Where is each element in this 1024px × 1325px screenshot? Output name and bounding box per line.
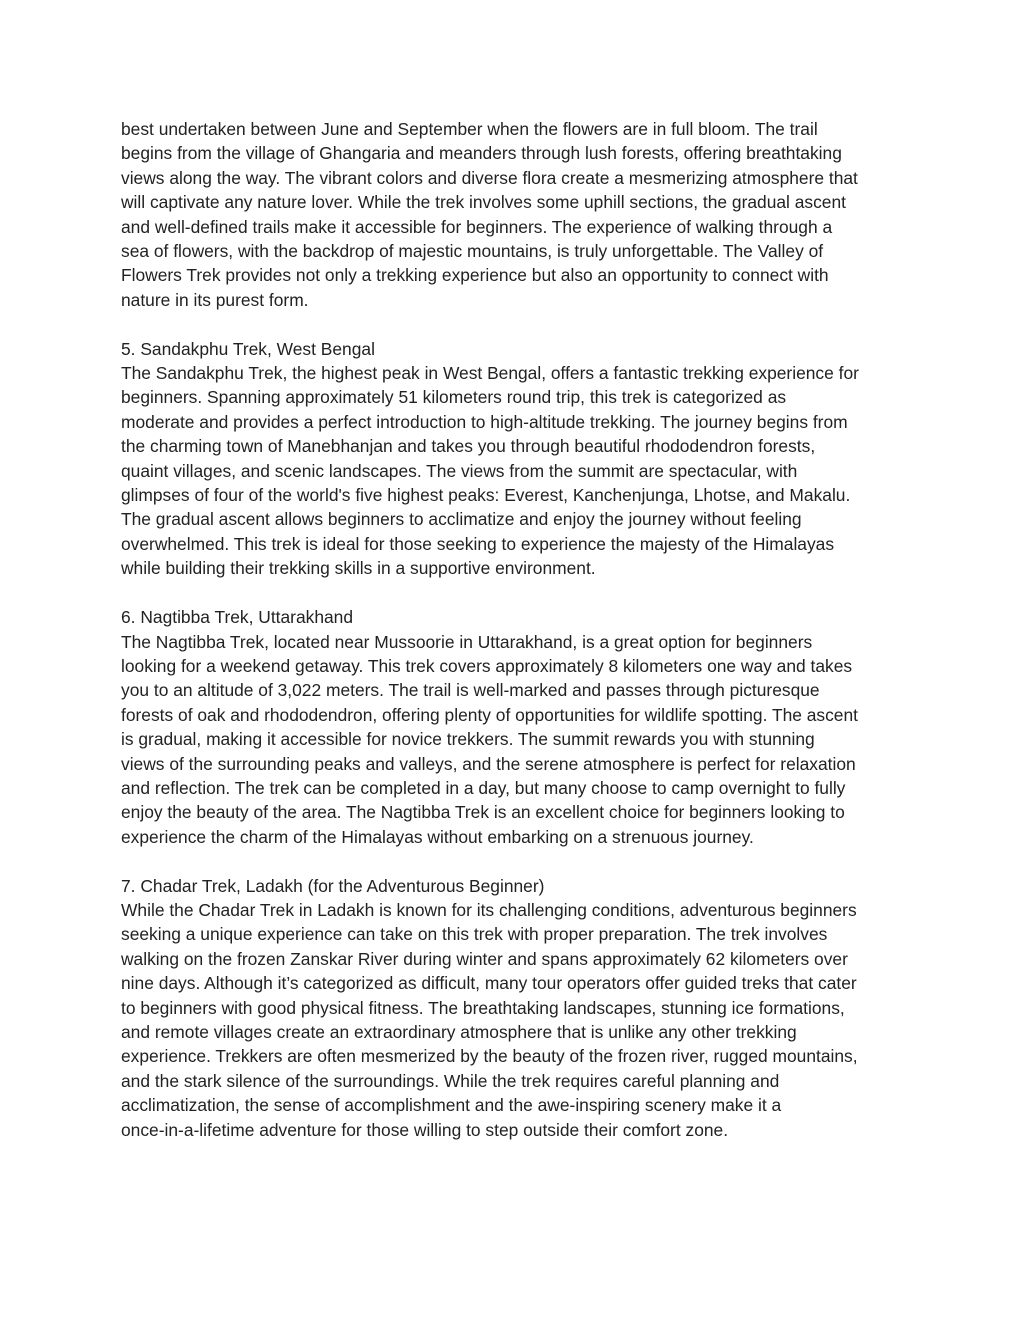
text-line: to beginners with good physical fitness. The breathtaking landscapes, stunning ice formations, — [121, 997, 845, 1018]
text-line: The Nagtibba Trek, located near Mussoorie in Uttarakhand, is a great option for beginners — [121, 631, 813, 652]
text-line: experience the charm of the Himalayas without embarking on a strenuous journey. — [121, 826, 754, 847]
document-page — [121, 117, 905, 1142]
text-line: while building their trekking skills in a supportive environment. — [121, 558, 596, 579]
section-heading: 6. Nagtibba Trek, Uttarakhand — [121, 607, 354, 628]
section-chadar — [121, 874, 905, 1142]
text-line: moderate and provides a perfect introduction to high-altitude trekking. The journey begins from — [121, 411, 848, 432]
text-line: you to an altitude of 3,022 meters. The trail is well-marked and passes through picturesque — [121, 680, 820, 701]
text-line: glimpses of four of the world's five highest peaks: Everest, Kanchenjunga, Lhotse, and Makalu. — [121, 485, 851, 506]
section-heading: 7. Chadar Trek, Ladakh (for the Adventurous Beginner) — [121, 875, 545, 896]
paragraph-spacer — [121, 581, 905, 605]
text-line: is gradual, making it accessible for novice trekkers. The summit rewards you with stunning — [121, 729, 815, 750]
text-line: looking for a weekend getaway. This trek covers approximately 8 kilometers one way and takes — [121, 655, 853, 676]
intro-paragraph — [121, 117, 905, 312]
text-line: nature in its purest form. — [121, 289, 309, 310]
text-line: forests of oak and rhododendron, offering plenty of opportunities for wildlife spotting. The ascent — [121, 704, 858, 725]
section-sandakphu — [121, 337, 905, 581]
text-line: Flowers Trek provides not only a trekking experience but also an opportunity to connect with — [121, 265, 829, 286]
text-line: and remote villages create an extraordinary atmosphere that is unlike any other trekking — [121, 1021, 797, 1042]
text-line: begins from the village of Ghangaria and meanders through lush forests, offering breathtaking — [121, 143, 842, 164]
text-line: sea of flowers, with the backdrop of majestic mountains, is truly unforgettable. The Valley of — [121, 241, 824, 262]
text-line: and reflection. The trek can be completed in a day, but many choose to camp overnight to fully — [121, 777, 846, 798]
text-line: views of the surrounding peaks and valleys, and the serene atmosphere is perfect for relaxation — [121, 753, 856, 774]
text-line: the charming town of Manebhanjan and takes you through beautiful rhododendron forests, — [121, 436, 816, 457]
text-line: will captivate any nature lover. While the trek involves some uphill sections, the gradual ascent — [121, 192, 846, 213]
text-line: beginners. Spanning approximately 51 kilometers round trip, this trek is categorized as — [121, 387, 787, 408]
text-line: and well-defined trails make it accessible for beginners. The experience of walking through a — [121, 216, 833, 237]
text-line: seeking a unique experience can take on this trek with proper preparation. The trek involves — [121, 924, 828, 945]
text-line: overwhelmed. This trek is ideal for those seeking to experience the majesty of the Himalayas — [121, 533, 835, 554]
text-line: The gradual ascent allows beginners to acclimatize and enjoy the journey without feeling — [121, 509, 802, 530]
paragraph-spacer — [121, 312, 905, 336]
text-line: and the stark silence of the surroundings. While the trek requires careful planning and — [121, 1070, 780, 1091]
paragraph-spacer — [121, 849, 905, 873]
text-line: best undertaken between June and September when the flowers are in full bloom. The trail — [121, 119, 818, 139]
text-line: The Sandakphu Trek, the highest peak in West Bengal, offers a fantastic trekking experience for — [121, 363, 859, 384]
text-line: views along the way. The vibrant colors and diverse flora create a mesmerizing atmosphere that — [121, 167, 858, 188]
text-line: once-in-a-lifetime adventure for those willing to step outside their comfort zone. — [121, 1119, 729, 1140]
text-line: quaint villages, and scenic landscapes. The views from the summit are spectacular, with — [121, 460, 798, 481]
text-line: walking on the frozen Zanskar River during winter and spans approximately 62 kilometers over — [121, 948, 848, 969]
text-line: enjoy the beauty of the area. The Nagtibba Trek is an excellent choice for beginners looking to — [121, 802, 845, 823]
section-nagtibba — [121, 605, 905, 849]
text-line: nine days. Although it’s categorized as difficult, many tour operators offer guided treks that cater — [121, 973, 857, 994]
text-line: experience. Trekkers are often mesmerized by the beauty of the frozen river, rugged mountains, — [121, 1046, 858, 1067]
section-heading: 5. Sandakphu Trek, West Bengal — [121, 338, 375, 359]
text-line: acclimatization, the sense of accomplishment and the awe-inspiring scenery make it a — [121, 1095, 782, 1116]
text-line: While the Chadar Trek in Ladakh is known for its challenging conditions, adventurous beginners — [121, 899, 857, 920]
